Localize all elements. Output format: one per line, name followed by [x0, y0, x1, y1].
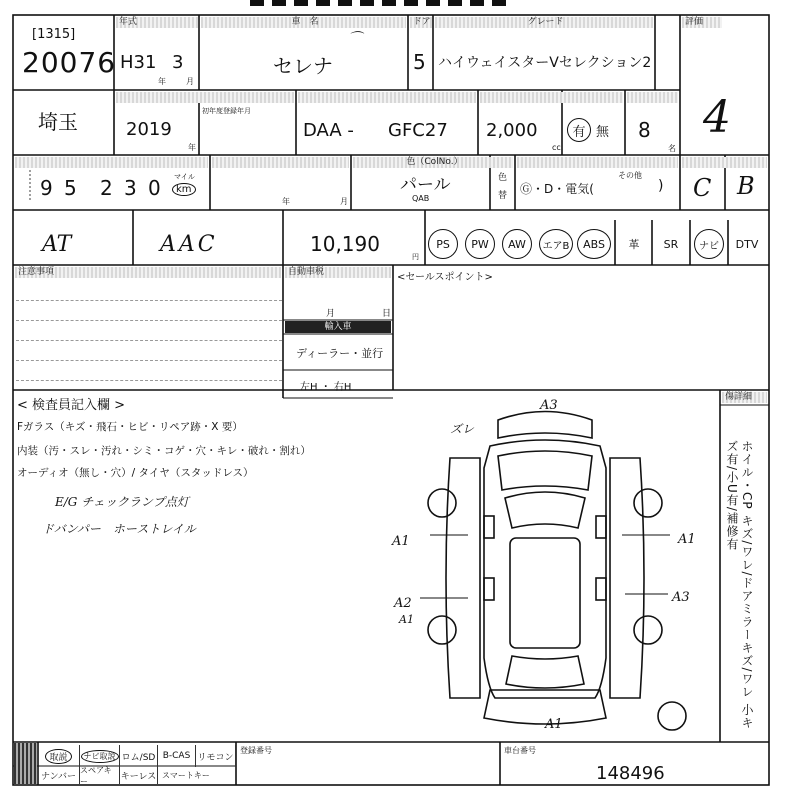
- capacity-unit: 名: [668, 144, 676, 153]
- mileage-digit-3: 2: [100, 176, 113, 200]
- footer-item-manual: [38, 745, 80, 767]
- footer-item-label: ナビ取説: [81, 750, 119, 763]
- color-header: 色（ColNo.）: [353, 157, 513, 168]
- damage-right-rear: A1: [545, 717, 563, 732]
- region: 埼玉: [38, 110, 78, 134]
- score: 4: [703, 92, 731, 143]
- model-code: GFC27: [388, 120, 448, 141]
- grade: ハイウェイスターVセレクション2: [438, 55, 652, 71]
- damage-right-mid: A3: [672, 590, 690, 605]
- footer-item-label: 取説: [45, 749, 71, 764]
- remarks-line: [16, 340, 282, 341]
- color: パール: [400, 175, 451, 195]
- era-unit-month: 月: [186, 77, 194, 86]
- mileage-unit-km: km: [172, 183, 196, 196]
- interior-score: C: [693, 174, 712, 202]
- first-reg-note: 初年度登録年月: [202, 107, 251, 115]
- chassis-number: 148496: [596, 763, 665, 784]
- era-unit-year: 年: [158, 77, 166, 86]
- footer-side-label: [14, 743, 37, 784]
- footer-item-remote: リモコン: [196, 745, 236, 767]
- era-year: H31: [120, 52, 157, 73]
- tax-day-label: 日: [382, 309, 392, 319]
- fuel-label-top: 色: [498, 173, 508, 183]
- capacity-header: [627, 92, 678, 103]
- legend-text: ホイル・CP キズ/ワレ/ドアミラーキズ/ワレ 小キズ有/小U有/補修有: [725, 440, 754, 730]
- mileage-digit-1: 9: [40, 176, 53, 200]
- footer-item-spare-key: スペアキー: [80, 767, 120, 784]
- damage-left-front: A1: [392, 534, 410, 549]
- tax-header: 自動車税: [285, 267, 391, 278]
- footer-item-smart-key: スマートキー: [162, 771, 210, 780]
- remarks-line: [16, 320, 282, 321]
- doors: 5: [413, 50, 426, 74]
- inspector-line-glass: Fガラス（キズ・飛石・ヒビ・リペア跡・X 要）: [17, 421, 243, 433]
- inspector-note-bumper: ドバンパー ホーストレイル: [42, 522, 196, 536]
- damage-right-front: A1: [678, 532, 696, 547]
- import-no: 無: [596, 125, 610, 140]
- inspector-line-audio: オーディオ（無し・穴）/ タイヤ（スタッドレス）: [17, 467, 254, 479]
- dealer-header: 輸入車: [285, 321, 391, 333]
- equip-dtv: DTV: [735, 237, 759, 251]
- score-header: 評価: [682, 17, 722, 28]
- capacity: 8: [638, 118, 651, 142]
- displacement-header: [480, 92, 623, 103]
- remarks-line: [16, 380, 282, 381]
- damage-left-rear-2: A1: [399, 613, 414, 626]
- exterior-score: B: [737, 172, 755, 200]
- chassis-header: 車台番号: [504, 746, 536, 755]
- inspection-year-unit: 年: [282, 197, 290, 206]
- inspector-note-engine: E/G チェックランプ点灯: [55, 495, 189, 509]
- inner-outer-header: [682, 157, 767, 168]
- footer-item-plate: ナンバー: [38, 767, 80, 784]
- dealer-choice: ディーラー・並行: [296, 347, 384, 360]
- equip-sunroof: SR: [663, 237, 679, 251]
- fuel-text: Ⓖ・D・電気(: [520, 182, 594, 196]
- inspection-header: [212, 157, 349, 168]
- price-unit: 円: [412, 253, 419, 261]
- handle-choice: 左H ・ 右H: [300, 382, 352, 393]
- lot-label: [1315]: [32, 27, 76, 42]
- model-code-prefix: DAA -: [303, 120, 354, 141]
- first-reg-year-unit: 年: [188, 143, 196, 152]
- reg-month: 3: [172, 52, 184, 73]
- mileage-unit-mile: マイル: [174, 173, 195, 181]
- equip-leather: 革: [628, 238, 640, 251]
- footer-item-keyless: キーレス: [120, 767, 158, 784]
- registration-header: 登録番号: [240, 746, 272, 755]
- mileage-digit-4: 3: [124, 176, 137, 200]
- remarks-line: [16, 300, 282, 301]
- fuel-other: その他: [618, 171, 642, 180]
- equip-pw: PW: [465, 229, 495, 259]
- fuel-header: [517, 157, 678, 168]
- displacement: 2,000: [486, 120, 538, 141]
- damage-left-rear: A2: [394, 596, 412, 611]
- equip-ps: PS: [428, 229, 458, 259]
- equip-abs: ABS: [577, 229, 611, 259]
- footer-item-rom: ロム/SD: [120, 745, 158, 767]
- model-header: 車 名: [201, 17, 406, 28]
- mileage-header: [15, 157, 208, 168]
- first-reg-year: 2019: [126, 119, 172, 140]
- tax-month-label: 月: [326, 309, 336, 319]
- import-mark: 有: [567, 118, 591, 142]
- model-name: セレナ: [273, 54, 333, 78]
- doors-header: ドア: [410, 17, 432, 28]
- remarks-header: 注意事項: [15, 267, 281, 278]
- transmission: AT: [42, 232, 72, 257]
- displacement-unit: cc: [552, 143, 561, 152]
- equip-aw: AW: [502, 229, 532, 259]
- grade-header: グレード: [435, 17, 653, 28]
- legend-header: 傷詳細: [722, 392, 767, 403]
- mileage-digit-2: 5: [64, 176, 77, 200]
- remarks-line: [16, 360, 282, 361]
- damage-roof: A3: [540, 398, 558, 413]
- model-name-mark: ⌒: [348, 31, 362, 47]
- car-diagram: [380, 398, 710, 738]
- inspector-line-interior: 内装（汚・スレ・汚れ・シミ・コゲ・穴・キレ・破れ・割れ）: [17, 445, 311, 457]
- equip-navi: ナビ: [694, 229, 724, 259]
- fuel-label-bottom: 替: [498, 191, 508, 201]
- first-reg-header: [116, 92, 294, 103]
- damage-front-note: ズレ: [450, 422, 475, 436]
- sales-point-label: <セールスポイント>: [397, 272, 493, 283]
- color-code: QAB: [412, 194, 430, 203]
- price: 10,190: [310, 232, 380, 256]
- model-code-header: [298, 92, 476, 103]
- footer-item-bcas: B-CAS: [158, 745, 196, 767]
- year-header: 年式: [116, 17, 198, 28]
- fuel-close: ): [658, 178, 664, 194]
- inspection-month-unit: 月: [340, 197, 348, 206]
- aircon: AAC: [160, 232, 218, 257]
- lot-number: 20076: [22, 46, 117, 79]
- equip-airbag: エアB: [539, 229, 573, 259]
- inspector-title: < 検査員記入欄 >: [17, 398, 126, 413]
- mileage-digit-5: 0: [148, 176, 161, 200]
